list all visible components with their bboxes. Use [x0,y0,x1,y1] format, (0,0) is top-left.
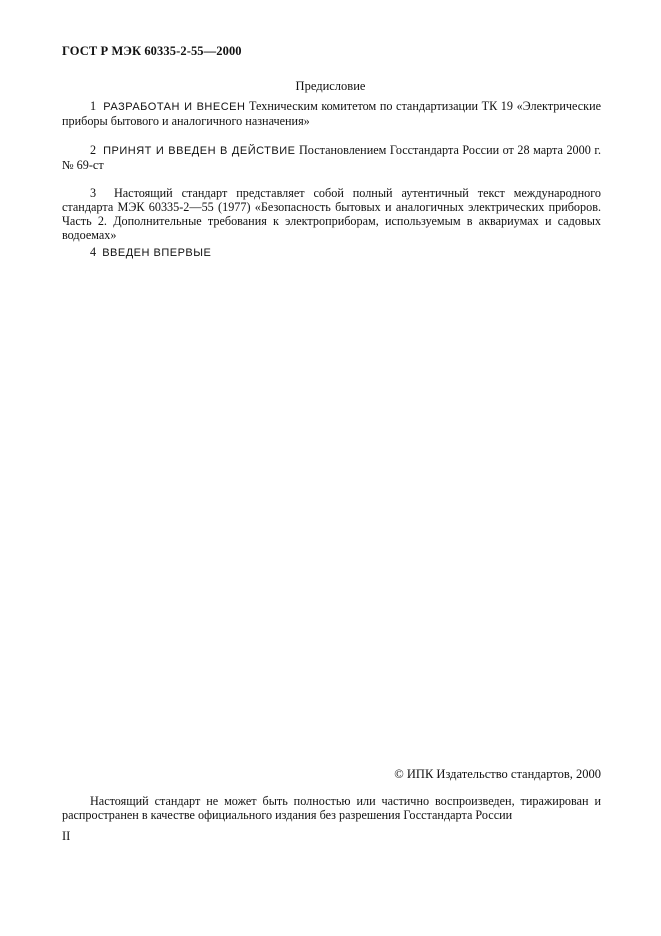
preface-item-3 [62,186,601,242]
item-number: 1 [90,99,97,113]
reproduction-notice: Настоящий стандарт не может быть полностью или частично воспроизведен, тиражирован и распространен в качестве официального издания без разрешения Госстандарта России [62,794,601,822]
preface-title: Предисловие [295,79,366,93]
item-caps-heading: РАЗРАБОТАН И ВНЕСЕН [103,101,246,113]
document-code: ГОСТ Р МЭК 60335-2-55—2000 [62,44,242,58]
item-caps-heading: ПРИНЯТ И ВВЕДЕН В ДЕЙСТВИЕ [103,145,296,157]
item-number: 4 [90,245,97,259]
item-caps-heading: ВВЕДЕН ВПЕРВЫЕ [102,247,212,259]
preface-item-4 [62,245,601,260]
item-number: 2 [90,143,97,157]
item-text: Постановлением Госстандарта России от 28 марта 2000 г. № 69-ст [62,143,601,172]
item-text: Техническим комитетом по стандартизации ТК 19 «Электрические приборы бытового и аналогичного назначения» [62,99,602,128]
preface-item-2 [62,143,601,172]
copyright-line: © ИПК Издательство стандартов, 2000 [394,767,601,781]
item-number: 3 [90,186,97,200]
preface-item-1 [62,99,601,128]
page-number: II [62,829,71,843]
item-text: Настоящий стандарт представляет собой полный аутентичный текст международного стандарта МЭК 60335-2—55 (1977) «Безопасность бытовых и аналогичных электрических приборов. Часть 2. Дополнительные требования к электроприборам, используемым в аквариумах и садовых водоемах» [62,186,602,242]
